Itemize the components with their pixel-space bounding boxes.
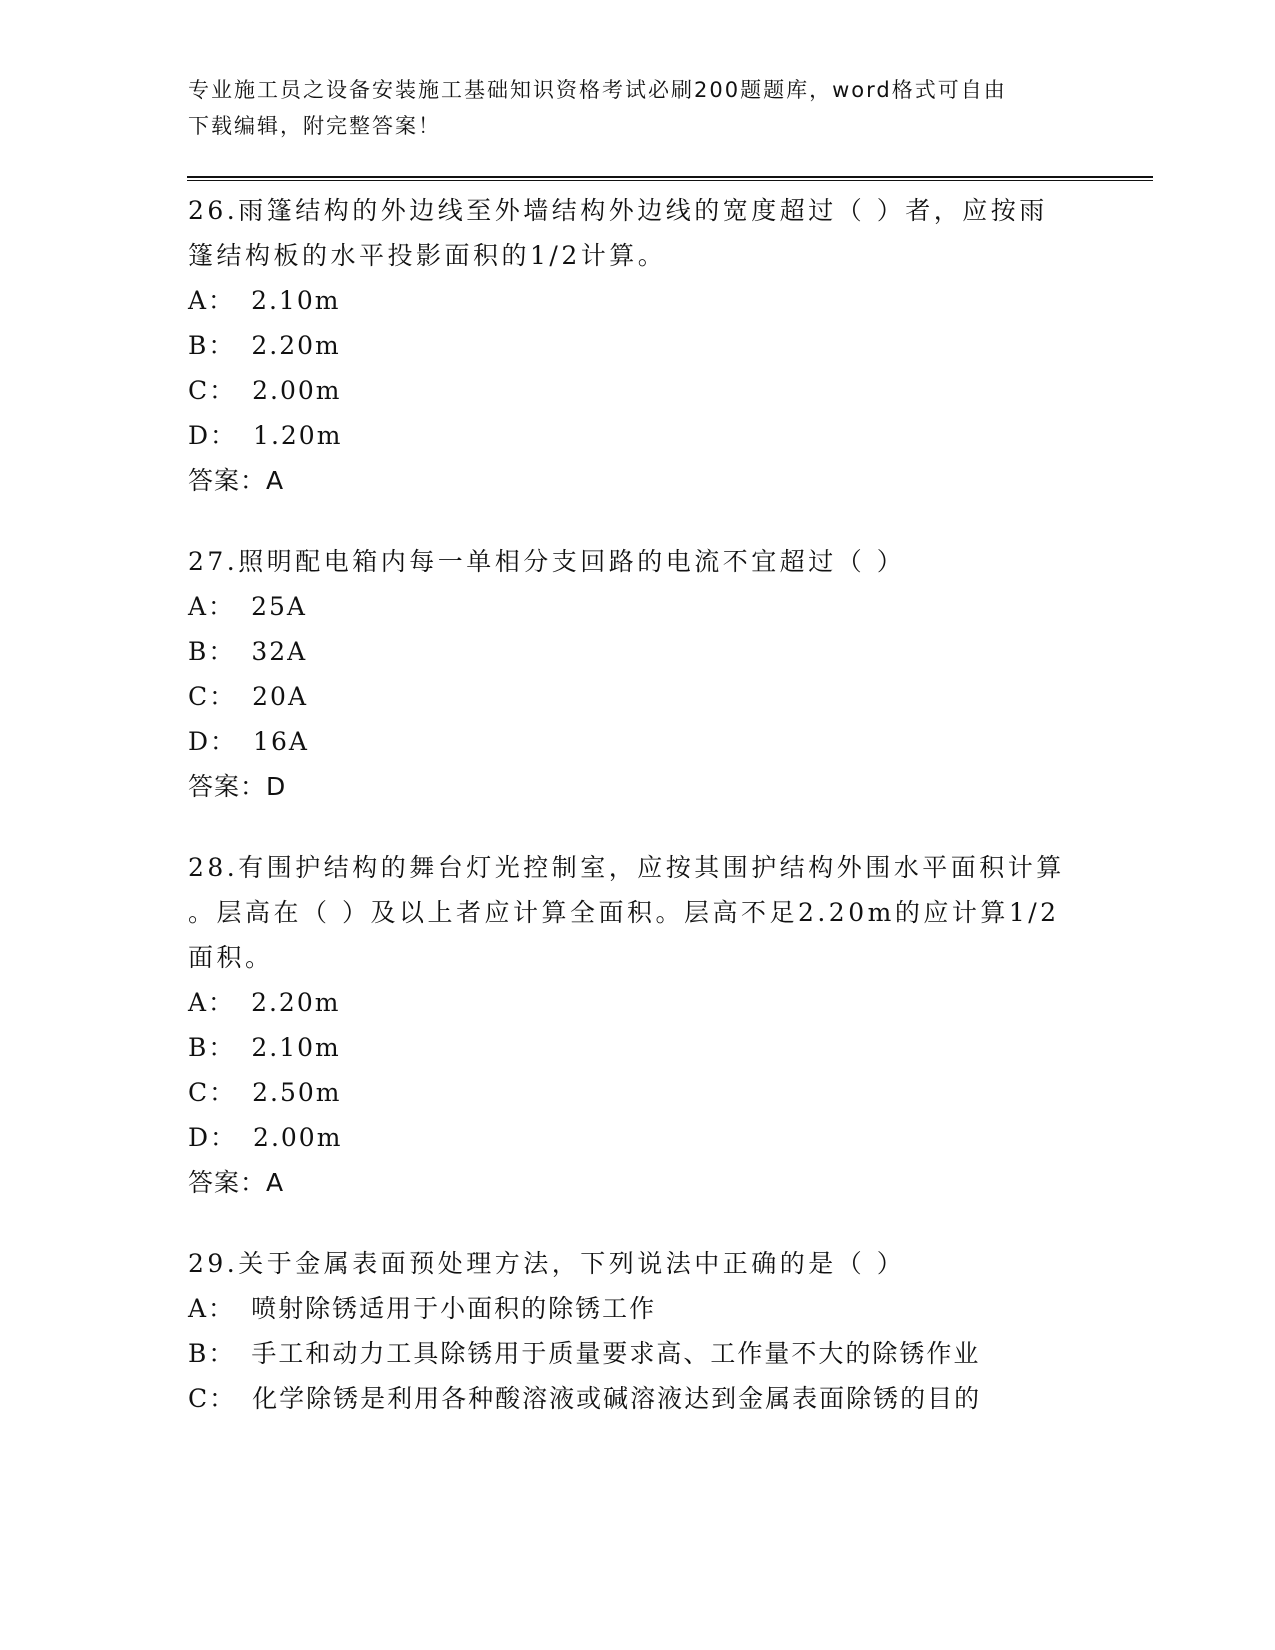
- option-text: 2.10m: [251, 286, 341, 315]
- option-text: 2.00m: [253, 1123, 343, 1152]
- option-a: [188, 980, 1088, 1025]
- stem-line: 。层高在（ ）及以上者应计算全面积。层高不足2.20m的应计算1/2: [188, 898, 1060, 927]
- option-key: D：: [188, 421, 238, 450]
- option-a: [188, 584, 1088, 629]
- option-text: 2.10m: [251, 1033, 341, 1062]
- option-key: B：: [188, 1339, 236, 1368]
- option-key: A：: [188, 1294, 236, 1323]
- option-c: [188, 1070, 1088, 1115]
- option-b: [188, 1025, 1088, 1070]
- option-text: 2.00m: [252, 376, 342, 405]
- option-text: 喷射除锈适用于小面积的除锈工作: [251, 1294, 657, 1323]
- stem-line: 28.有围护结构的舞台灯光控制室，应按其围护结构外围水平面积计算: [188, 853, 1065, 882]
- question-stem: [188, 188, 1088, 278]
- option-text: 25A: [251, 592, 307, 621]
- option-d: [188, 719, 1088, 764]
- header-line-2: 下载编辑，附完整答案！: [188, 114, 441, 138]
- option-c: [188, 674, 1088, 719]
- question-list: [188, 188, 1088, 1457]
- option-text: 2.50m: [252, 1078, 342, 1107]
- option-key: C：: [188, 376, 237, 405]
- option-key: C：: [188, 1078, 237, 1107]
- stem-line: 26.雨篷结构的外边线至外墙结构外边线的宽度超过（ ）者，应按雨: [188, 196, 1048, 225]
- header-line-1: 专业施工员之设备安装施工基础知识资格考试必刷200题题库，word格式可自由: [188, 78, 1007, 102]
- stem-line: 面积。: [188, 943, 274, 972]
- document-header: [188, 72, 1068, 144]
- answer-line: 答案：A: [188, 466, 285, 495]
- option-c: [188, 368, 1088, 413]
- option-b: [188, 1331, 1088, 1376]
- question-stem: [188, 539, 1088, 584]
- option-key: D：: [188, 727, 238, 756]
- option-b: [188, 323, 1088, 368]
- option-key: C：: [188, 1384, 237, 1413]
- option-text: 2.20m: [251, 331, 341, 360]
- option-a: [188, 1286, 1088, 1331]
- header-divider: [187, 176, 1153, 181]
- option-key: B：: [188, 1033, 236, 1062]
- stem-line: 27.照明配电箱内每一单相分支回路的电流不宜超过（ ）: [188, 547, 906, 576]
- answer-line: 答案：D: [188, 772, 287, 801]
- option-key: D：: [188, 1123, 238, 1152]
- option-b: [188, 629, 1088, 674]
- question-26: [188, 188, 1088, 503]
- option-text: 1.20m: [253, 421, 343, 450]
- answer-line: 答案：A: [188, 1168, 285, 1197]
- question-stem: [188, 1241, 1088, 1286]
- option-d: [188, 413, 1088, 458]
- question-29: [188, 1241, 1088, 1421]
- option-text: 16A: [253, 727, 309, 756]
- question-28: [188, 845, 1088, 1205]
- option-key: B：: [188, 637, 236, 666]
- question-stem: [188, 845, 1088, 980]
- stem-line: 篷结构板的水平投影面积的1/2计算。: [188, 241, 667, 270]
- option-key: A：: [188, 592, 236, 621]
- option-text: 化学除锈是利用各种酸溶液或碱溶液达到金属表面除锈的目的: [252, 1384, 982, 1413]
- option-text: 20A: [252, 682, 309, 711]
- stem-line: 29.关于金属表面预处理方法，下列说法中正确的是（ ）: [188, 1249, 906, 1278]
- option-key: A：: [188, 988, 236, 1017]
- option-text: 32A: [251, 637, 308, 666]
- option-key: B：: [188, 331, 236, 360]
- option-c: [188, 1376, 1088, 1421]
- option-key: A：: [188, 286, 236, 315]
- option-key: C：: [188, 682, 237, 711]
- option-text: 手工和动力工具除锈用于质量要求高、工作量不大的除锈作业: [251, 1339, 981, 1368]
- question-27: [188, 539, 1088, 809]
- option-d: [188, 1115, 1088, 1160]
- option-a: [188, 278, 1088, 323]
- option-text: 2.20m: [251, 988, 341, 1017]
